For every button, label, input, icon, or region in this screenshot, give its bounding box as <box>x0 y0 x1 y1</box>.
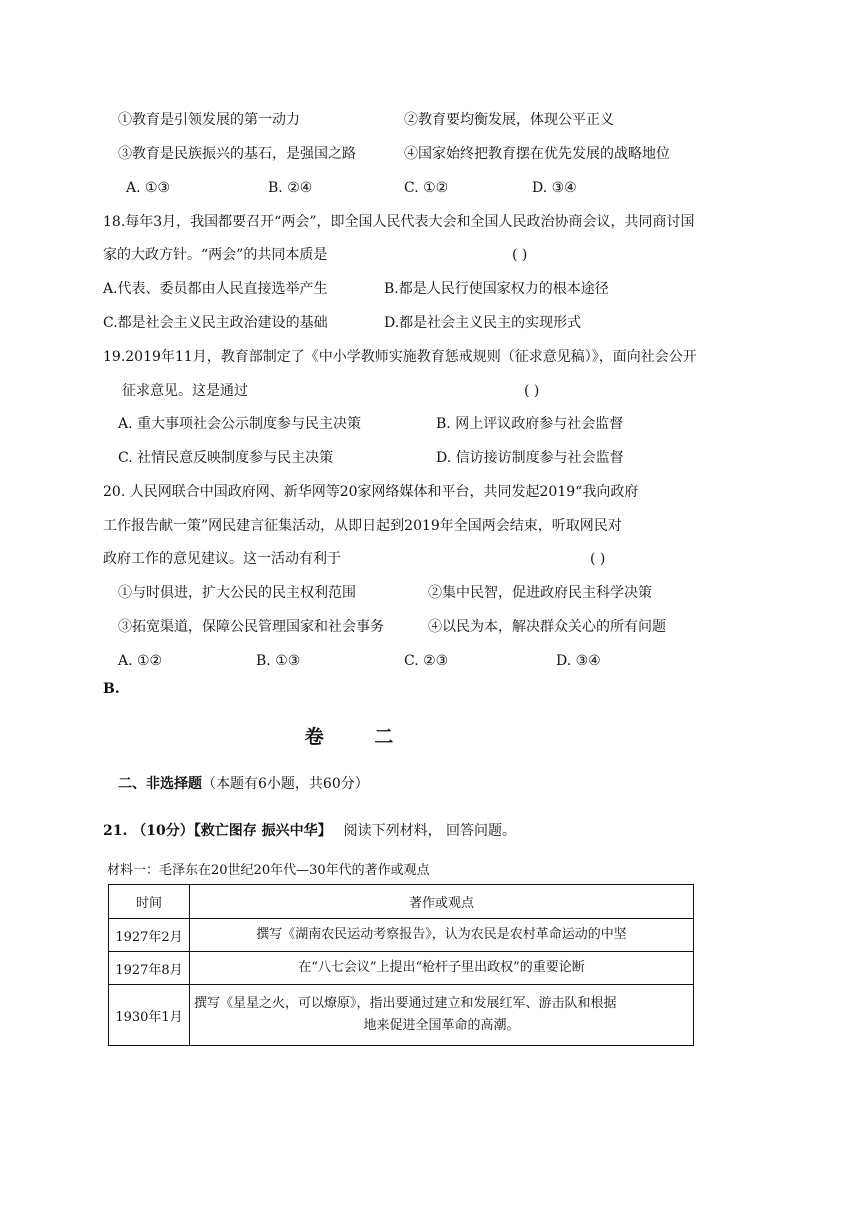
q18-stem-line2: 家的大政方针。“两会”的共同本质是 <box>103 247 328 263</box>
part2-heading: 卷 二 <box>304 726 416 748</box>
column-header-time: 时间 <box>109 885 190 919</box>
q17-option-2: ②教育要均衡发展，体现公平正义 <box>404 112 614 128</box>
section-note: （本题有6小题，共60分） <box>202 776 369 792</box>
section-label: 二、非选择题 <box>118 776 202 792</box>
table-cell-time: 1927年8月 <box>109 952 190 985</box>
q18-stem-line1: 18.每年3月，我国都要召开“两会”，即全国人民代表大会和全国人民政治协商会议，共同商讨国 <box>103 214 695 230</box>
q18-option-d: D.都是社会主义民主的实现形式 <box>384 315 582 331</box>
table-header-row <box>109 885 694 919</box>
q20-choice-d: D. ③④ <box>556 653 601 669</box>
q21-topic: 【救亡图存 振兴中华】 <box>193 823 332 839</box>
q20-option-4: ④以民为本，解决群众关心的所有问题 <box>428 619 666 635</box>
material-caption: 材料一：毛泽东在20世纪20年代—30年代的著作或观点 <box>107 863 430 878</box>
q17-option-3: ③教育是民族振兴的基石，是强国之路 <box>118 146 356 162</box>
section-title <box>118 775 369 793</box>
q21-prompt: 阅读下列材料， 回答问题。 <box>343 823 517 839</box>
q19-option-d: D. 信访接访制度参与社会监督 <box>436 450 624 466</box>
q20-answer-paren: ( ) <box>590 551 606 567</box>
q20-choice-b: B. ①③ <box>256 653 301 669</box>
q21-header <box>103 822 516 840</box>
table-cell-work <box>190 985 694 1046</box>
q17-choice-b: B. ②④ <box>268 180 313 196</box>
table-cell-work: 撰写《湖南农民运动考察报告》，认为农民是农村革命运动的中坚 <box>190 919 694 952</box>
q19-stem-line1: 19.2019年11月，教育部制定了《中小学教师实施教育惩戒规则（征求意见稿）》，面向社会公开 <box>103 349 697 365</box>
q20-stem-line3: 政府工作的意见建议。这一活动有利于 <box>103 551 341 567</box>
q17-option-1: ①教育是引领发展的第一动力 <box>118 112 300 128</box>
table-cell-work-line1: 撰写《星星之火，可以燎原》，指出要通过建立和发展红军、游击队和根据 <box>194 996 617 1011</box>
q18-option-a: A.代表、委员都由人民直接选举产生 <box>103 281 328 297</box>
q19-option-b: B. 网上评议政府参与社会监督 <box>436 416 624 432</box>
q18-option-c: C.都是社会主义民主政治建设的基础 <box>103 315 328 331</box>
q19-option-c: C. 社情民意反映制度参与民主决策 <box>118 450 334 466</box>
q20-option-2: ②集中民智，促进政府民主科学决策 <box>428 585 652 601</box>
q18-answer-paren: ( ) <box>512 247 528 263</box>
table-row <box>109 985 694 1046</box>
table-row <box>109 952 694 985</box>
q17-choice-a: A. ①③ <box>126 180 171 196</box>
q18-option-b: B.都是人民行使国家权力的根本途径 <box>384 281 609 297</box>
q21-number: 21. （10分） <box>103 823 194 839</box>
q20-option-1: ①与时俱进，扩大公民的民主权利范围 <box>118 585 356 601</box>
column-header-work: 著作或观点 <box>190 885 694 919</box>
q19-answer-paren: ( ) <box>524 383 540 399</box>
q17-choice-c: C. ①② <box>404 180 449 196</box>
table-cell-work: 在“八七会议”上提出“枪杆子里出政权”的重要论断 <box>190 952 694 985</box>
q20-option-3: ③拓宽渠道，保障公民管理国家和社会事务 <box>118 619 384 635</box>
material-table <box>108 884 694 1046</box>
q17-option-4: ④国家始终把教育摆在优先发展的战略地位 <box>404 146 670 162</box>
table-row <box>109 919 694 952</box>
q19-stem-line2: 征求意见。这是通过 <box>122 383 248 399</box>
q20-answer: B. <box>103 681 120 697</box>
q20-stem-line1: 20. 人民网联合中国政府网、新华网等20家网络媒体和平台，共同发起2019“我向政府 <box>103 484 639 500</box>
q20-choice-c: C. ②③ <box>404 653 449 669</box>
q17-choice-d: D. ③④ <box>532 180 577 196</box>
table-cell-time: 1927年2月 <box>109 919 190 952</box>
table-cell-work-line2: 地来促进全国革命的高潮。 <box>363 1018 520 1033</box>
q19-option-a: A. 重大事项社会公示制度参与民主决策 <box>118 416 362 432</box>
table-cell-time: 1930年1月 <box>109 985 190 1046</box>
q20-stem-line2: 工作报告献一策”网民建言征集活动，从即日起到2019年全国两会结束，听取网民对 <box>103 518 622 534</box>
q20-choice-a: A. ①② <box>118 653 163 669</box>
